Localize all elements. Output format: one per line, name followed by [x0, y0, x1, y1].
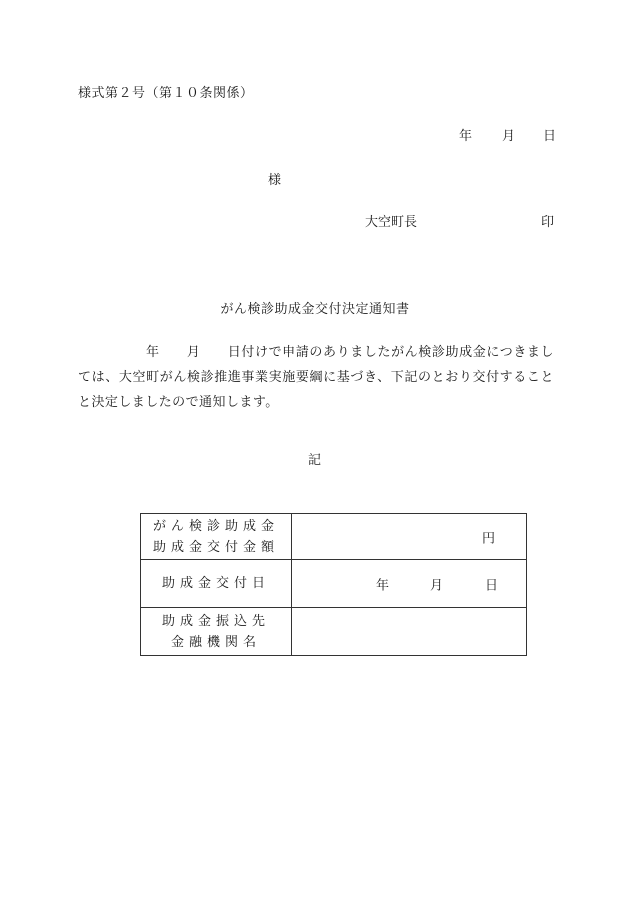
- amount-label-line1: がん検診助成金: [152, 518, 279, 534]
- amount-label-line2: 助成金交付金額: [152, 539, 279, 555]
- bank-label-line1: 助成金振込先: [161, 613, 270, 629]
- grant-date-day: 日: [485, 578, 499, 593]
- table-row-date: [141, 560, 527, 608]
- bank-label: [141, 608, 292, 656]
- amount-value-cell[interactable]: [292, 514, 527, 560]
- date-day-label: 日: [543, 129, 557, 144]
- body-paragraph: 年 月 日付けで申請のありましたがん検診助成金につきましては、大空町がん検診推進事業実施要綱に基づき、下記のとおり交付することと決定しましたので通知します。: [78, 345, 554, 410]
- date-month-label: 月: [502, 129, 516, 144]
- grant-info-table: [140, 513, 527, 656]
- date-year-label: 年: [459, 129, 473, 144]
- document-title: がん検診助成金交付決定通知書: [220, 302, 410, 317]
- seal-mark: 印: [541, 215, 555, 230]
- bank-value-cell[interactable]: [292, 608, 527, 656]
- form-number: 様式第２号（第１０条関係）: [78, 86, 254, 101]
- bank-label-line2: 金融機関名: [170, 634, 261, 650]
- table-row-amount: [141, 514, 527, 560]
- addressee-suffix: 様: [268, 173, 282, 188]
- ki-heading: 記: [308, 453, 322, 468]
- grant-date-month: 月: [430, 578, 444, 593]
- grant-date-label: 助成金交付日: [141, 560, 292, 608]
- issuer-name: 大空町長: [365, 215, 418, 230]
- grant-date-value-cell[interactable]: [292, 560, 527, 608]
- grant-date-year: 年: [376, 578, 390, 593]
- amount-unit: 円: [482, 531, 496, 546]
- amount-label: [141, 514, 292, 560]
- table-row-bank: [141, 608, 527, 656]
